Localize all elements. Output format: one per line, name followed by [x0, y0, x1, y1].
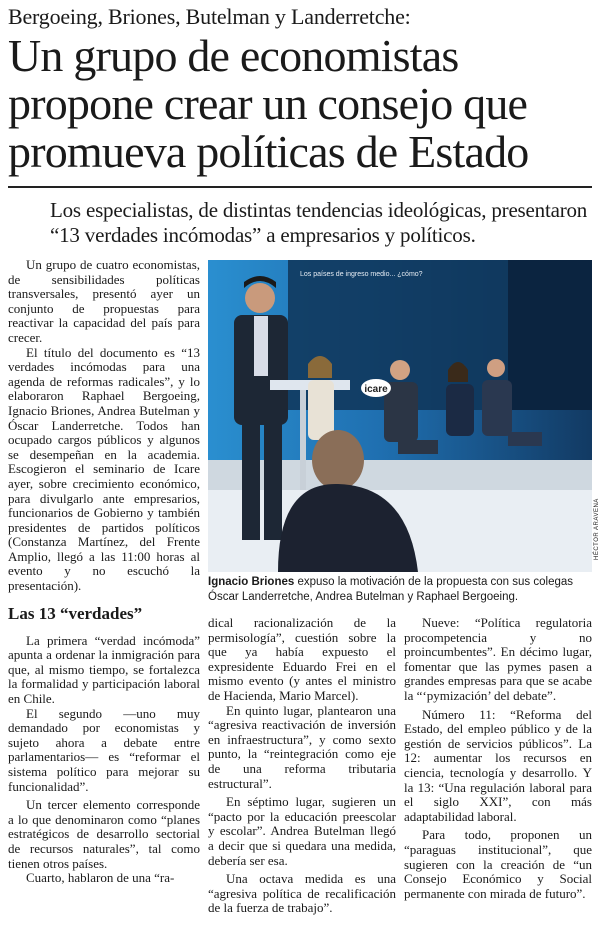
paragraph: dical racionalización de la permisología”, cuestión sobre la que ya había expuesto el expresidente Eduardo Frei en el mismo evento (y antes el ministro de Hacienda, Mario Marcel).: [208, 615, 396, 703]
headline: Un grupo de economistas propone crear un consejo que promueva políticas de Estado: [8, 30, 529, 177]
slide-text: Los países de ingreso medio... ¿cómo?: [300, 271, 423, 278]
left-column: [8, 258, 200, 886]
column-4: [404, 616, 592, 916]
paragraph: Nueve: “Política regulatoria procompetencia y no proincumbentes”. En décimo lugar, fomentar que las pymes pasen a grandes empresas para que se acabe la “‘pymización’ del debate”.: [404, 615, 592, 703]
paragraph: En séptimo lugar, sugieren un “pacto por la educación preescolar y escolar”. Andrea Butelman llegó a decir que si quedara una medida, debería ser esa.: [208, 794, 396, 868]
intro-column: [8, 258, 200, 594]
caption-text: expuso la motivación de la propuesta con sus colegas Óscar Landerretche, Andrea Butelman y Raphael Bergoeing.: [208, 576, 574, 603]
section-title: Las 13 “verdades”: [8, 603, 143, 623]
bottom-columns: [208, 616, 592, 916]
column-3: [208, 616, 396, 916]
article-header: [0, 0, 600, 248]
paragraph: La primera “verdad incómoda” apunta a ordenar la inmigración para que, al mismo tiempo, se fortalezca la formalidad y participación laboral en Chile.: [8, 632, 200, 707]
paragraph: Un tercer elemento corresponde a lo que denominaron como “planes estratégicos de desarrollo sectorial de recursos naturales”, tal como tienen otros países.: [8, 797, 200, 871]
photo-caption: [208, 575, 592, 604]
caption-name: Ignacio Briones: [208, 576, 295, 588]
paragraph: Un grupo de cuatro economistas, de sensibilidades políticas transversales, presentó ayer un conjunto de propuestas para reactivar la capacidad del país para crecer.: [8, 257, 200, 345]
paragraph: El segundo —uno muy demandado por economistas y sujeto ahora a debate entre parlamentarios— es “reformar el sistema político para mejorar su funcionalidad”.: [8, 705, 200, 794]
paragraph: En quinto lugar, plantearon una “agresiva reactivación de inversión en infraestructura”, y como sexto punto, la “reintegración como eje de una reforma tributaria estructural”.: [208, 702, 396, 791]
paragraph: Para todo, proponen un “paraguas institucional”, que sugieren con la creación de “un Consejo Económico y Social permanente con mirada de futuro”.: [404, 827, 592, 901]
article-body: [0, 248, 600, 924]
column-2: [8, 634, 200, 886]
event-photo: [208, 260, 592, 572]
paragraph: El título del documento es “13 verdades incómodas para una agenda de reformas radicales”, y lo elaboraron Raphael Bergoeing, Ignacio Briones, Andrea Butelman y Óscar Landerretche. Todos han ocupado cargos públicos y algunos se desempeñan en la academia. Escogieron el seminario de Icare ayer, sobre crecimiento económico, para divulgarlo ante empresarios, funcionarios de Gobierno y también presidentes de partidos políticos (Constanza Martínez, del Frente Amplio, llegó a las 11:00 horas al evento y no escuchó la presentación).: [8, 344, 200, 594]
divider: [8, 186, 592, 188]
photo-credit: HÉCTOR ARAVENA: [594, 498, 600, 560]
paragraph: Número 11: “Reforma del Estado, del empleo público y de la gestión de servicios públicos”. La 12: aumentar los recursos en ciencia, tecnología y desarrollo. Y la 13: “Una regulación laboral para el siglo XXI”, con más adaptabilidad laboral.: [404, 706, 592, 824]
paragraph: Cuarto, hablaron de una “ra-: [26, 870, 175, 886]
subhead: Los especialistas, de distintas tendencias ideológicas, presentaron “13 verdades incómodas” a empresarios y políticos.: [50, 198, 588, 247]
kicker: Bergoeing, Briones, Butelman y Landerretche:: [8, 4, 411, 29]
paragraph: Una octava medida es una “agresiva política de recalificación de la fuerza de trabajo”.: [208, 871, 396, 916]
right-column: [208, 258, 600, 916]
icare-logo-text: icare: [364, 384, 388, 395]
